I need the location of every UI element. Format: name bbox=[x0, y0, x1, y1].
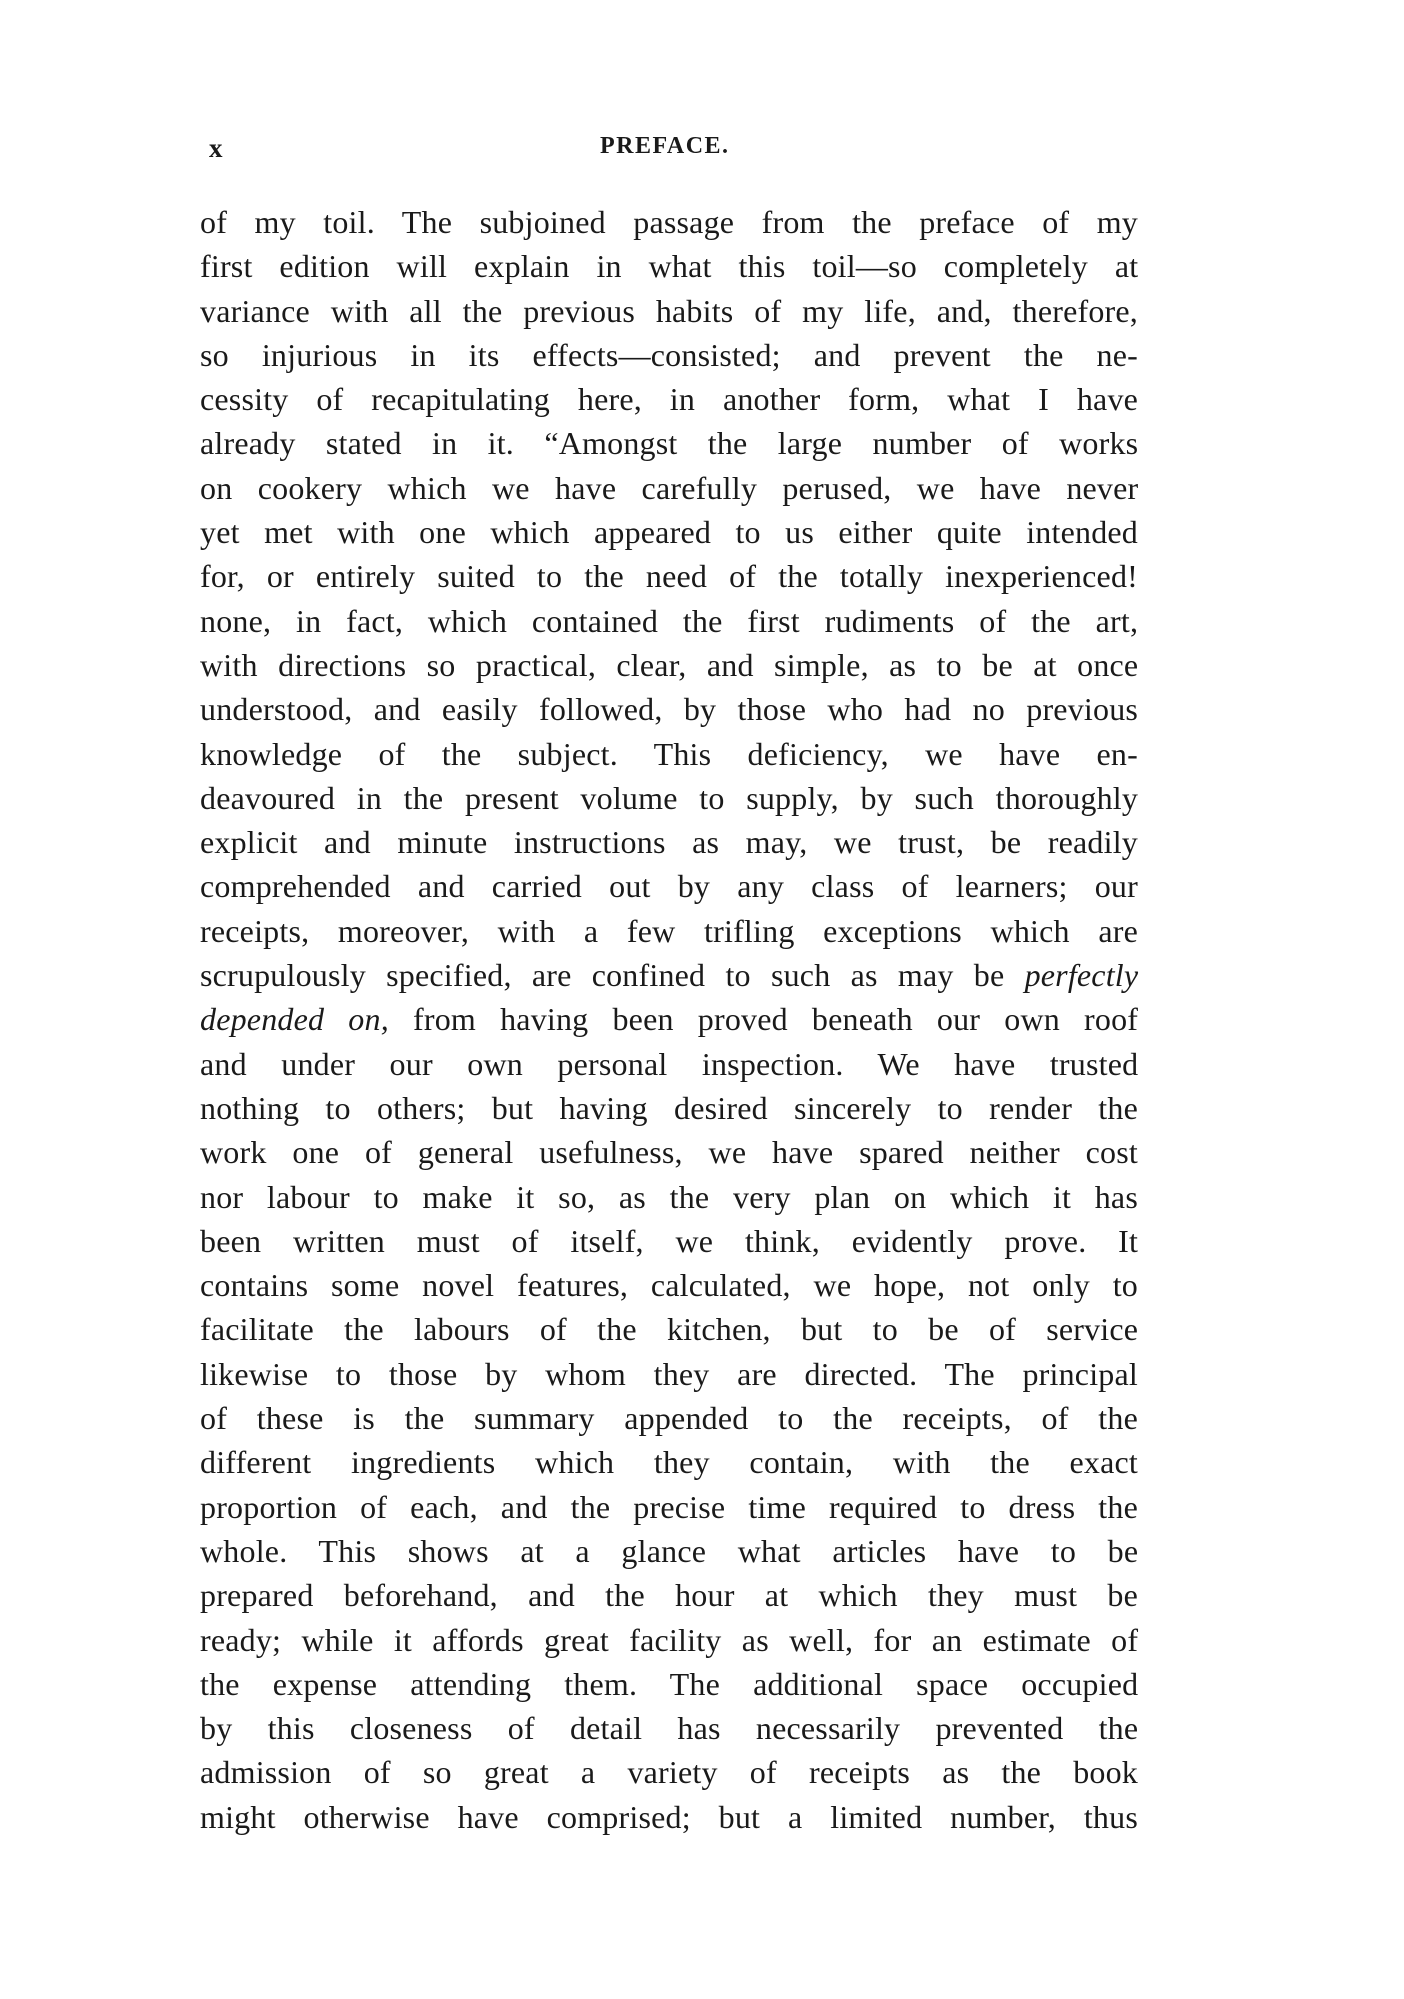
text-segment: nothing to others; but having desired sincerely to render the bbox=[200, 1089, 1138, 1126]
text-segment: so injurious in its effects—consisted; and prevent the ne- bbox=[200, 336, 1138, 373]
text-segment: admission of so great a variety of receipts as the book bbox=[200, 1754, 1138, 1791]
text-line bbox=[200, 1086, 1138, 1130]
italic-text-segment: perfectly bbox=[1024, 957, 1139, 994]
text-segment: work one of general usefulness, we have spared neither cost bbox=[200, 1134, 1138, 1171]
text-segment: of these is the summary appended to the receipts, of the bbox=[200, 1400, 1138, 1437]
text-segment: on cookery which we have carefully perused, we have never bbox=[200, 469, 1139, 506]
text-line bbox=[200, 466, 1138, 510]
text-line bbox=[200, 421, 1138, 465]
text-line bbox=[200, 1263, 1138, 1307]
text-line bbox=[200, 1440, 1138, 1484]
text-line bbox=[200, 599, 1138, 643]
italic-text-segment: depended on, bbox=[200, 1001, 389, 1038]
text-segment: understood, and easily followed, by those who had no previous bbox=[200, 691, 1139, 728]
text-line bbox=[200, 510, 1138, 554]
text-segment: ready; while it affords great facility as well, for an estimate of bbox=[200, 1621, 1139, 1658]
text-segment: yet met with one which appeared to us either quite intended bbox=[200, 514, 1139, 551]
text-line bbox=[200, 997, 1138, 1041]
text-segment: comprehended and carried out by any class of learners; our bbox=[200, 868, 1138, 905]
text-line bbox=[200, 1396, 1138, 1440]
text-segment: cessity of recapitulating here, in another form, what I have bbox=[200, 381, 1139, 418]
text-segment: contains some novel features, calculated, we hope, not only to bbox=[200, 1267, 1138, 1304]
text-segment: already stated in it. “Amongst the large number of works bbox=[200, 425, 1139, 462]
running-head bbox=[0, 133, 1404, 169]
text-segment: prepared beforehand, and the hour at which they must be bbox=[200, 1577, 1138, 1614]
text-segment: and under our own personal inspection. We have trusted bbox=[200, 1045, 1139, 1082]
text-line bbox=[200, 289, 1138, 333]
text-line bbox=[200, 200, 1138, 244]
text-segment: been written must of itself, we think, evidently prove. It bbox=[200, 1222, 1139, 1259]
text-segment: receipts, moreover, with a few trifling exceptions which are bbox=[200, 912, 1138, 949]
text-line bbox=[200, 1485, 1138, 1529]
text-line bbox=[200, 1795, 1138, 1839]
text-segment: different ingredients which they contain, with the exact bbox=[200, 1444, 1138, 1481]
text-segment: facilitate the labours of the kitchen, but to be of service bbox=[200, 1311, 1139, 1348]
text-line bbox=[200, 1618, 1138, 1662]
text-segment: by this closeness of detail has necessarily prevented the bbox=[200, 1710, 1139, 1747]
text-line bbox=[200, 643, 1138, 687]
text-line bbox=[200, 820, 1138, 864]
text-line bbox=[200, 1706, 1138, 1750]
text-line bbox=[200, 732, 1138, 776]
text-line bbox=[200, 244, 1138, 288]
text-segment: variance with all the previous habits of my life, and, therefore, bbox=[200, 292, 1138, 329]
text-line bbox=[200, 1219, 1138, 1263]
text-segment: likewise to those by whom they are directed. The principal bbox=[200, 1355, 1138, 1392]
text-line bbox=[200, 1042, 1138, 1086]
text-line bbox=[200, 909, 1138, 953]
text-segment: whole. This shows at a glance what articles have to be bbox=[200, 1532, 1139, 1569]
text-segment: proportion of each, and the precise time required to dress the bbox=[200, 1488, 1138, 1525]
text-segment: for, or entirely suited to the need of the totally inexperienced! bbox=[200, 558, 1138, 595]
text-segment: of my toil. The subjoined passage from the preface of my bbox=[200, 204, 1138, 240]
page-number: x bbox=[209, 133, 223, 163]
text-line bbox=[200, 687, 1138, 731]
text-line bbox=[200, 1662, 1138, 1706]
text-line bbox=[200, 1130, 1138, 1174]
text-line bbox=[200, 776, 1138, 820]
text-segment: from having been proved beneath our own roof bbox=[388, 1001, 1139, 1038]
text-line bbox=[200, 1307, 1138, 1351]
text-line bbox=[200, 1750, 1138, 1794]
text-segment: explicit and minute instructions as may, we trust, be readily bbox=[200, 824, 1138, 861]
text-segment: knowledge of the subject. This deficiency, we have en- bbox=[200, 735, 1138, 772]
text-segment: deavoured in the present volume to supply, by such thoroughly bbox=[200, 779, 1139, 816]
text-segment: none, in fact, which contained the first rudiments of the art, bbox=[200, 602, 1139, 639]
running-title: PREFACE. bbox=[600, 133, 730, 159]
text-segment: first edition will explain in what this toil—so completely at bbox=[200, 248, 1139, 285]
text-segment: might otherwise have comprised; but a limited number, thus bbox=[200, 1798, 1138, 1835]
text-line bbox=[200, 1352, 1138, 1396]
text-line bbox=[200, 333, 1138, 377]
text-segment: with directions so practical, clear, and simple, as to be at once bbox=[200, 646, 1139, 683]
body-text bbox=[200, 200, 1138, 1839]
text-segment: the expense attending them. The additional space occupied bbox=[200, 1665, 1139, 1702]
text-segment: nor labour to make it so, as the very plan on which it has bbox=[200, 1178, 1138, 1215]
text-line bbox=[200, 1573, 1138, 1617]
text-line bbox=[200, 953, 1138, 997]
text-segment: scrupulously specified, are confined to such as may be bbox=[200, 957, 1025, 994]
text-line bbox=[200, 1175, 1138, 1219]
text-line bbox=[200, 864, 1138, 908]
text-line bbox=[200, 1529, 1138, 1573]
text-line bbox=[200, 377, 1138, 421]
text-line bbox=[200, 554, 1138, 598]
